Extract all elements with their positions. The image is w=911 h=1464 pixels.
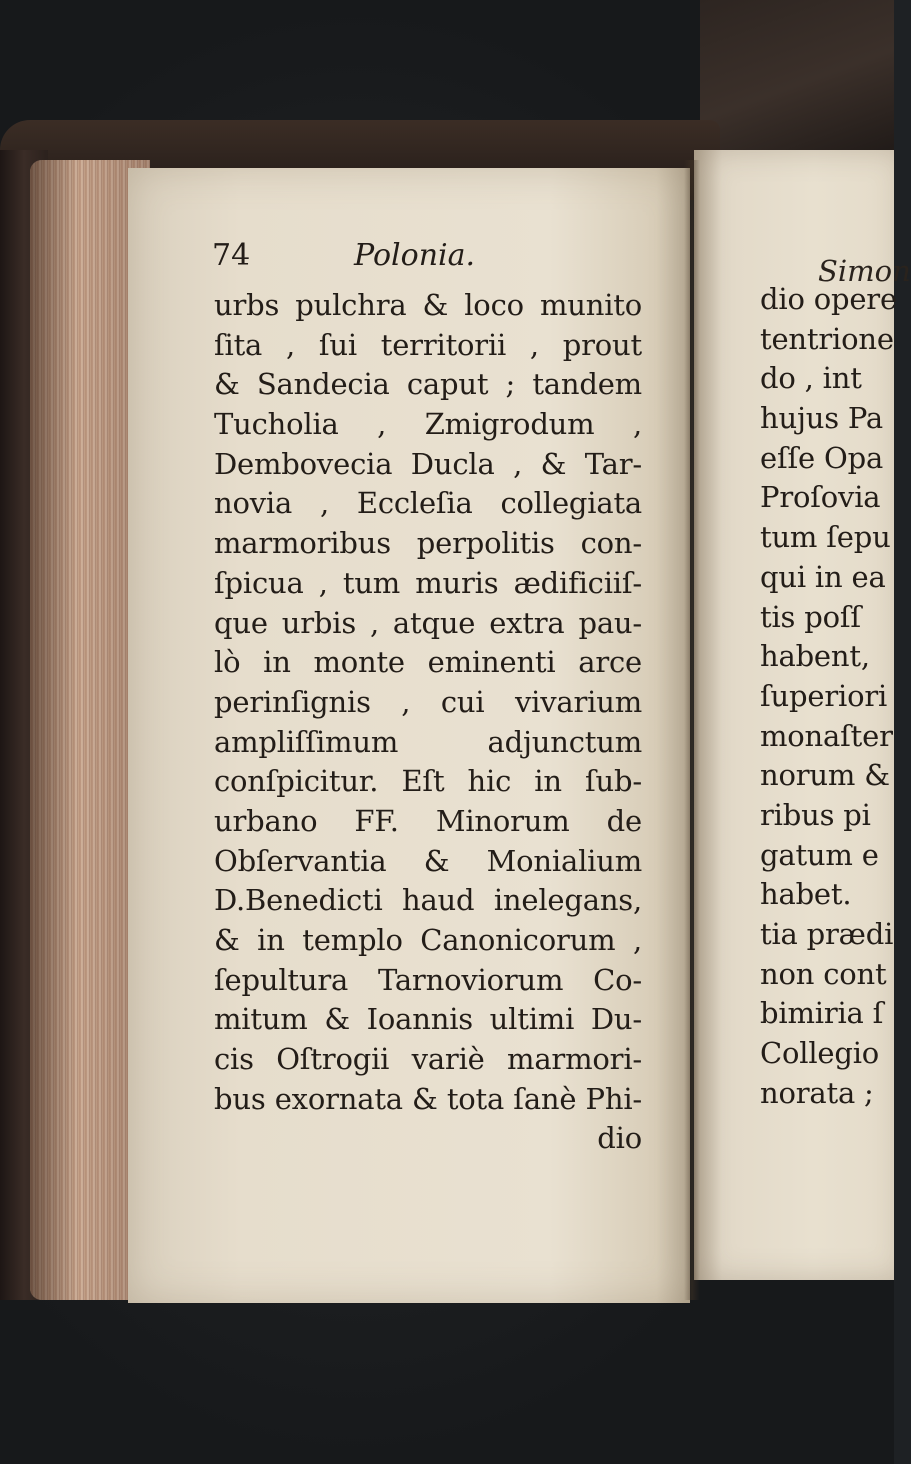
text-line: mitum & Ioannis ultimi Du- — [214, 1002, 642, 1037]
text-line: bus exornata & tota ſanè Phi- — [214, 1081, 642, 1116]
text-line: Dembovecia Ducla , & Tar- — [214, 446, 642, 481]
text-line: tum ſepu — [760, 520, 891, 555]
text-line: Tucholia , Zmigrodum , — [214, 407, 642, 442]
text-line: Proſovia — [760, 480, 881, 515]
text-line: do , int — [760, 361, 862, 396]
text-line: tis poſſ — [760, 599, 861, 634]
text-line: ſuperiori — [760, 678, 888, 713]
text-line: Collegio — [760, 1036, 880, 1071]
right-page-body — [760, 280, 897, 1113]
text-line: hujus Pa — [760, 401, 884, 436]
text-line: qui in ea — [760, 559, 886, 594]
text-line: perinſignis , cui vivarium — [214, 684, 642, 719]
text-line: norum & — [760, 758, 890, 793]
text-line: norata ; — [760, 1075, 874, 1110]
text-line: eſſe Opa — [760, 440, 884, 475]
text-line: bimiria ſ — [760, 996, 884, 1031]
text-line: marmoribus perpolitis con- — [214, 526, 642, 561]
text-line: habet. — [760, 877, 852, 912]
text-line: ampliſſimum adjunctum — [214, 724, 642, 759]
text-line: monaſter — [760, 718, 893, 753]
catchword: dio — [597, 1121, 642, 1156]
text-line: habent, — [760, 639, 870, 674]
text-line: D.Benedicti haud inelegans, — [214, 883, 642, 918]
text-line: & Sandecia caput ; tandem — [214, 367, 642, 402]
text-line: conſpicitur. Eſt hic in ſub- — [214, 764, 642, 799]
text-line: cis Oſtrogii variè marmori- — [214, 1042, 642, 1077]
text-line: non cont — [760, 956, 887, 991]
text-line: lò in monte eminenti arce — [214, 645, 642, 680]
text-line: ribus pi — [760, 797, 871, 832]
text-line: tia prædi — [760, 917, 894, 951]
text-line: ſita , ſui territorii , prout — [214, 327, 642, 362]
text-line: urbs pulchra & loco munito — [214, 288, 642, 322]
text-line: novia , Eccleſia collegiata — [214, 486, 642, 521]
text-line: & in templo Canonicorum , — [214, 923, 642, 957]
text-line: ſepultura Tarnoviorum Co- — [214, 962, 642, 997]
text-line: ſpicua , tum muris ædificiiſ- — [214, 565, 642, 600]
text-line: urbano FF. Minorum de — [214, 803, 642, 838]
right-page-clip — [694, 150, 911, 1280]
text-line: Obſervantia & Monialium — [214, 843, 642, 878]
text-line: tentrione — [760, 321, 894, 356]
text-line: que urbis , atque extra pau- — [214, 605, 642, 640]
page-number: 74 — [212, 238, 251, 273]
right-running-head: Simon — [818, 254, 911, 288]
text-line: dio opere — [760, 282, 897, 316]
running-head: Polonia. — [354, 238, 476, 273]
text-line: gatum e — [760, 837, 879, 872]
